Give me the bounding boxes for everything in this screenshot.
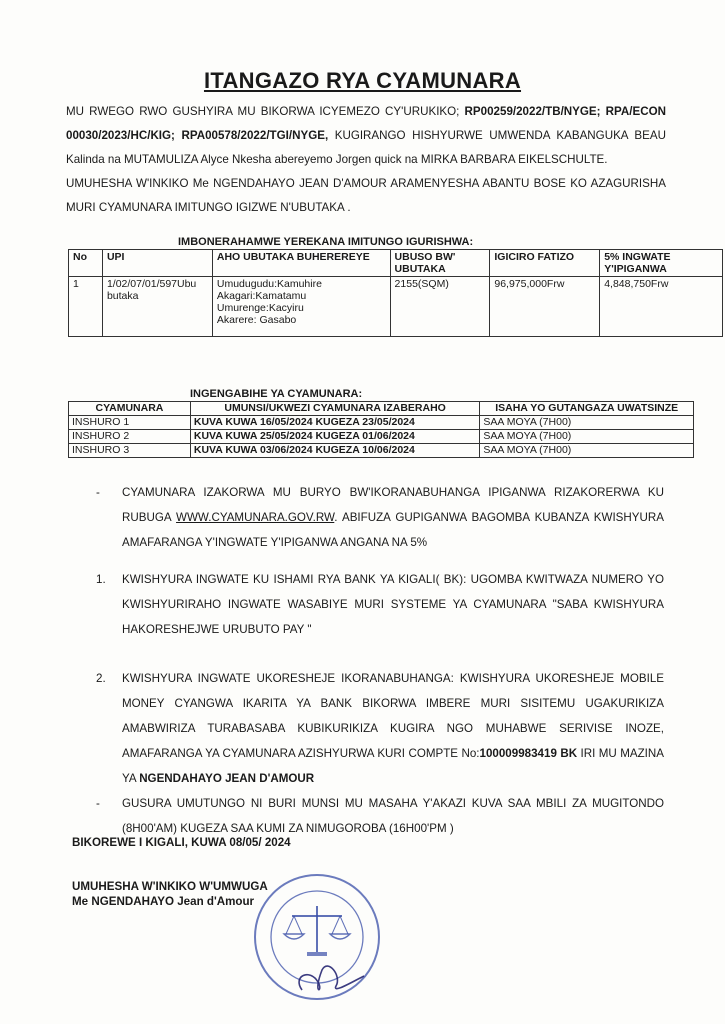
table-row: INSHURO 2 KUVA KUWA 25/05/2024 KUGEZA 01/06/2024 SAA MOYA (7H00) [69, 430, 694, 444]
signer-title: UMUHESHA W'INKIKO W'UMWUGA [72, 880, 268, 893]
note-visit-property: - GUSURA UMUTUNGO NI BURI MUNSI MU MASAHA Y'AKAZI KUVA SAA MBILI ZA MUGITONDO (8H00'AM) KUGEZA SAA KUMI ZA NIMUGOROBA (16H00'PM ) [96, 791, 664, 841]
court-references: RP00259/2022/TB/NYGE; RPA/ECON 00030/2023/HC/KIG; RPA00578/2022/TGI/NYGE, [66, 105, 666, 142]
cell-location: Umudugudu:Kamuhire Akagari:Kamatamu Umurenge:Kacyiru Akarere: Gasabo [212, 277, 390, 337]
account-number: 100009983419 BK [479, 747, 578, 760]
table-row: INSHURO 1 KUVA KUWA 16/05/2024 KUGEZA 23/05/2024 SAA MOYA (7H00) [69, 416, 694, 430]
cell-no: 1 [69, 277, 103, 337]
dash-marker: - [96, 486, 100, 499]
auction-website-link: WWW.CYAMUNARA.GOV.RW [176, 511, 335, 524]
property-table-caption: IMBONERAHAMWE YEREKANA IMITUNGO IGURISHWA: [178, 236, 474, 248]
schedule-table-header [69, 402, 694, 416]
cell-price: 96,975,000Frw [490, 277, 600, 337]
stamp-seal-icon [252, 872, 382, 1002]
list-item-2: 2. KWISHYURA INGWATE UKORESHEJE IKORANABUHANGA: KWISHYURA UKORESHEJE MOBILE MONEY CYANGWA IKARITA YA BANK BIKORWA IMBERE MURI SISITEMU UGAKURIKIZA AMABWIRIZA TURABASABA KUBIKURIKIZA KUGIRA NGO MUHABWE SERIVISE INOZE, AMAFARANGA YA CYAMUNARA AZISHYURWA KURI COMPTE No:100009983419 BK IRI MU MAZINA YA NGENDAHAYO JEAN D'AMOUR [96, 672, 665, 785]
cell-area: 2155(SQM) [390, 277, 490, 337]
header-time: ISAHA YO GUTANGAZA UWATSINZE [480, 402, 694, 416]
account-holder: NGENDAHAYO JEAN D'AMOUR [139, 772, 315, 785]
intro-paragraph-1: MU RWEGO RWO GUSHYIRA MU BIKORWA ICYEMEZO CY'URUKIKO; RP00259/2022/TB/NYGE; RPA/ECON 00030/2023/HC/KIG; RPA00578/2022/TGI/NYGE, KUGIRANGO HISHYURWE UMWENDA KABANGUKA BEAU Kalinda na MUTAMULIZA Alyce Nkesha abereyemo Jorgen quick na MIRKA BARBARA EIKELSCHULTE. [66, 105, 667, 166]
header-deposit: 5% INGWATE Y'IPIGANWA [600, 250, 723, 277]
place-date: BIKOREWE I KIGALI, KUWA 08/05/ 2024 [72, 836, 291, 849]
official-stamp [252, 872, 382, 1002]
signer-name: Me NGENDAHAYO Jean d'Amour [72, 895, 255, 908]
header-upi: UPI [102, 250, 212, 277]
header-no: No [69, 250, 103, 277]
intro-section [66, 100, 666, 220]
schedule-table [68, 401, 694, 458]
note-online-auction: - CYAMUNARA IZAKORWA MU BURYO BW'IKORANABUHANGA IPIGANWA RIZAKORERWA KU RUBUGA WWW.CYAMUNARA.GOV.RW. ABIFUZA GUPIGANWA BAGOMBA KUBANZA KWISHYURA AMAFARANGA Y'INGWATE Y'IPIGANWA ANGANA NA 5% [96, 480, 664, 555]
document-title: ITANGAZO RYA CYAMUNARA [203, 68, 522, 93]
property-table [68, 249, 723, 337]
table-row: INSHURO 3 KUVA KUWA 03/06/2024 KUGEZA 10/06/2024 SAA MOYA (7H00) [69, 444, 694, 458]
header-location: AHO UBUTAKA BUHEREREYE [212, 250, 390, 277]
header-dates: UMUNSI/UKWEZI CYAMUNARA IZABERAHO [190, 402, 479, 416]
notes-section [96, 480, 664, 841]
property-table-header [69, 250, 723, 277]
list-item-1: 1. KWISHYURA INGWATE KU ISHAMI RYA BANK YA KIGALI( BK): UGOMBA KWITWAZA NUMERO YO KWISHYURIRAHO INGWATE WASABIYE MURI SYSTEME YA CYAMUNARA "SABA KWISHYURA HAKORESHEJWE URUBUTO PAY " [96, 573, 664, 636]
header-area: UBUSO BW' UBUTAKA [390, 250, 490, 277]
cell-deposit: 4,848,750Frw [600, 277, 723, 337]
dash-marker: - [96, 797, 100, 810]
intro-paragraph-2: UMUHESHA W'INKIKO Me NGENDAHAYO JEAN D'AMOUR ARAMENYESHA ABANTU BOSE KO AZAGURISHA MURI CYAMUNARA IMITUNGO IGIZWE N'UBUTAKA . [66, 177, 666, 214]
schedule-table-caption: INGENGABIHE YA CYAMUNARA: [190, 388, 363, 400]
header-round: CYAMUNARA [69, 402, 191, 416]
cell-upi: 1/02/07/01/597Ubu butaka [102, 277, 212, 337]
header-price: IGICIRO FATIZO [490, 250, 600, 277]
table-row [69, 277, 723, 337]
